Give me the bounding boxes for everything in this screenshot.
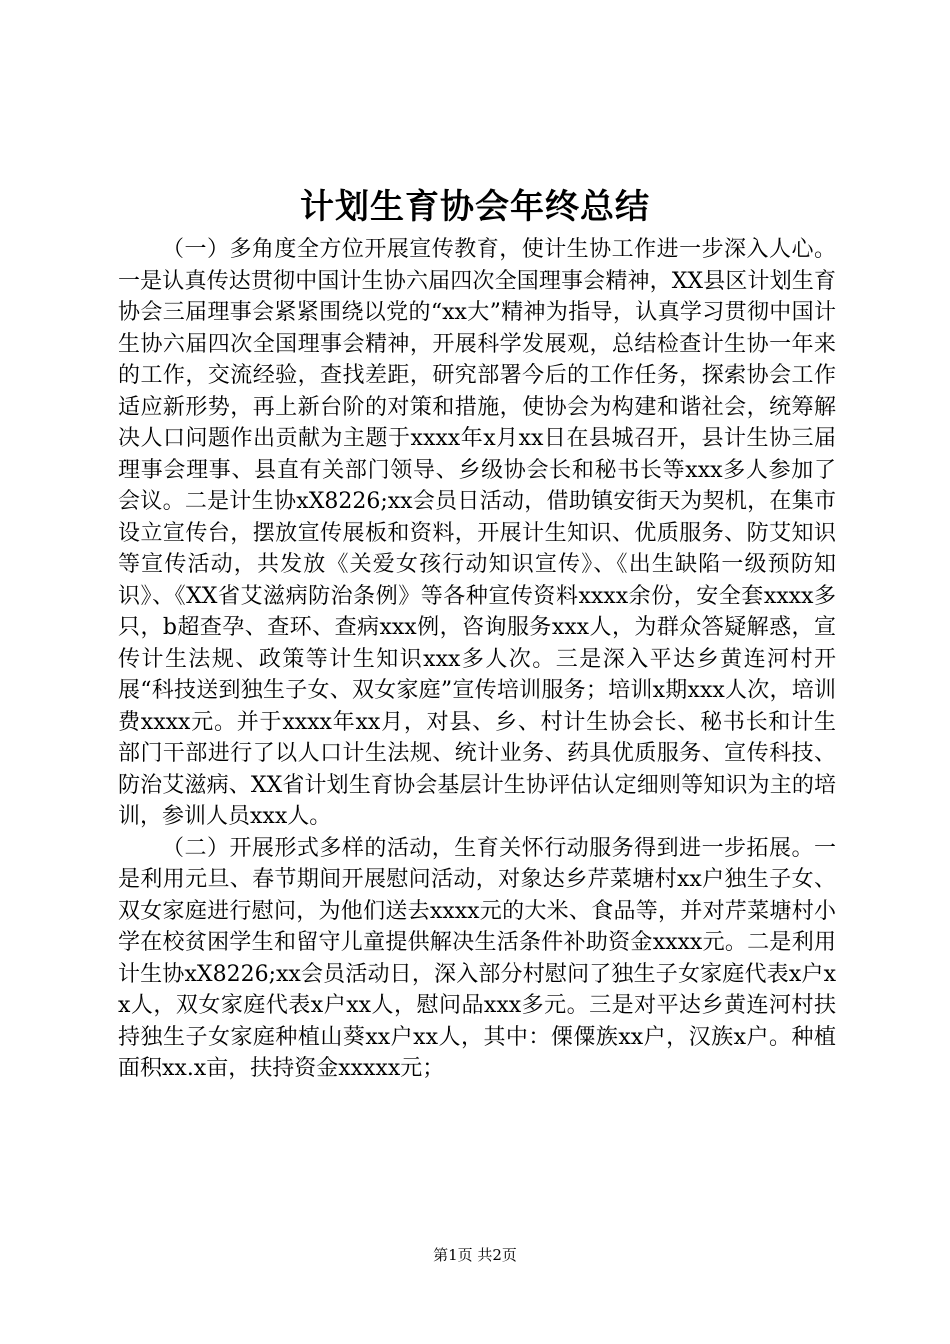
paragraph-2: （二）开展形式多样的活动，生育关怀行动服务得到进一步拓展。一是利用元旦、春节期间开展慰问活动，对象达乡芹菜塘村xx户独生子女、双女家庭进行慰问，为他们送去xxxx元的大米、食品等，并对芹菜塘村小学在校贫困学生和留守儿童提供解决生活条件补助资金xxxx元。二是利用计生协xX8226;xx会员活动日，深入部分村慰问了独生子女家庭代表x户xx人，双女家庭代表x户xx人，慰问品xxx多元。三是对平达乡黄连河村扶持独生子女家庭种植山葵xx户xx人，其中：傈僳族xx户，汉族x户。种植面积xx.x亩，扶持资金xxxxx元；	[118, 835, 836, 1081]
paragraph-1: （一）多角度全方位开展宣传教育，使计生协工作进一步深入人心。一是认真传达贯彻中国计生协六届四次全国理事会精神，XX县区计划生育协会三届理事会紧紧围绕以党的“xx大”精神为指导，认真学习贯彻中国计生协六届四次全国理事会精神，开展科学发展观，总结检查计生协一年来的工作，交流经验，查找差距，研究部署今后的工作任务，探索协会工作适应新形势，再上新台阶的对策和措施，使协会为构建和谐社会，统筹解决人口问题作出贡献为主题于xxxx年x月xx日在县城召开，县计生协三届理事会理事、县直有关部门领导、乡级协会长和秘书长等xxx多人参加了会议。二是计生协xX8226;xx会员日活动，借助镇安街天为契机，在集市设立宣传台，摆放宣传展板和资料，开展计生知识、优质服务、防艾知识等宣传活动，共发放《关爱女孩行动知识宣传》、《出生缺陷一级预防知识》、《XX省艾滋病防治条例》等各种宣传资料xxxx余份，安全套xxxx多只，b超查孕、查环、查病xxx例，咨询服务xxx人，为群众答疑解惑，宣传计生法规、政策等计生知识xxx多人次。三是深入平达乡黄连河村开展“科技送到独生子女、双女家庭”宣传培训服务；培训x期xxx人次，培训费xxxx元。并于xxxx年xx月，对县、乡、村计生协会长、秘书长和计生部门干部进行了以人口计生法规、统计业务、药具优质服务、宣传科技、防治艾滋病、XX省计划生育协会基层计生协评估认定细则等知识为主的培训，参训人员xxx人。	[118, 237, 836, 829]
page-footer: 第1页 共2页	[433, 1246, 517, 1264]
document-title: 计划生育协会年终总结	[300, 187, 650, 227]
document-body	[118, 234, 836, 1085]
